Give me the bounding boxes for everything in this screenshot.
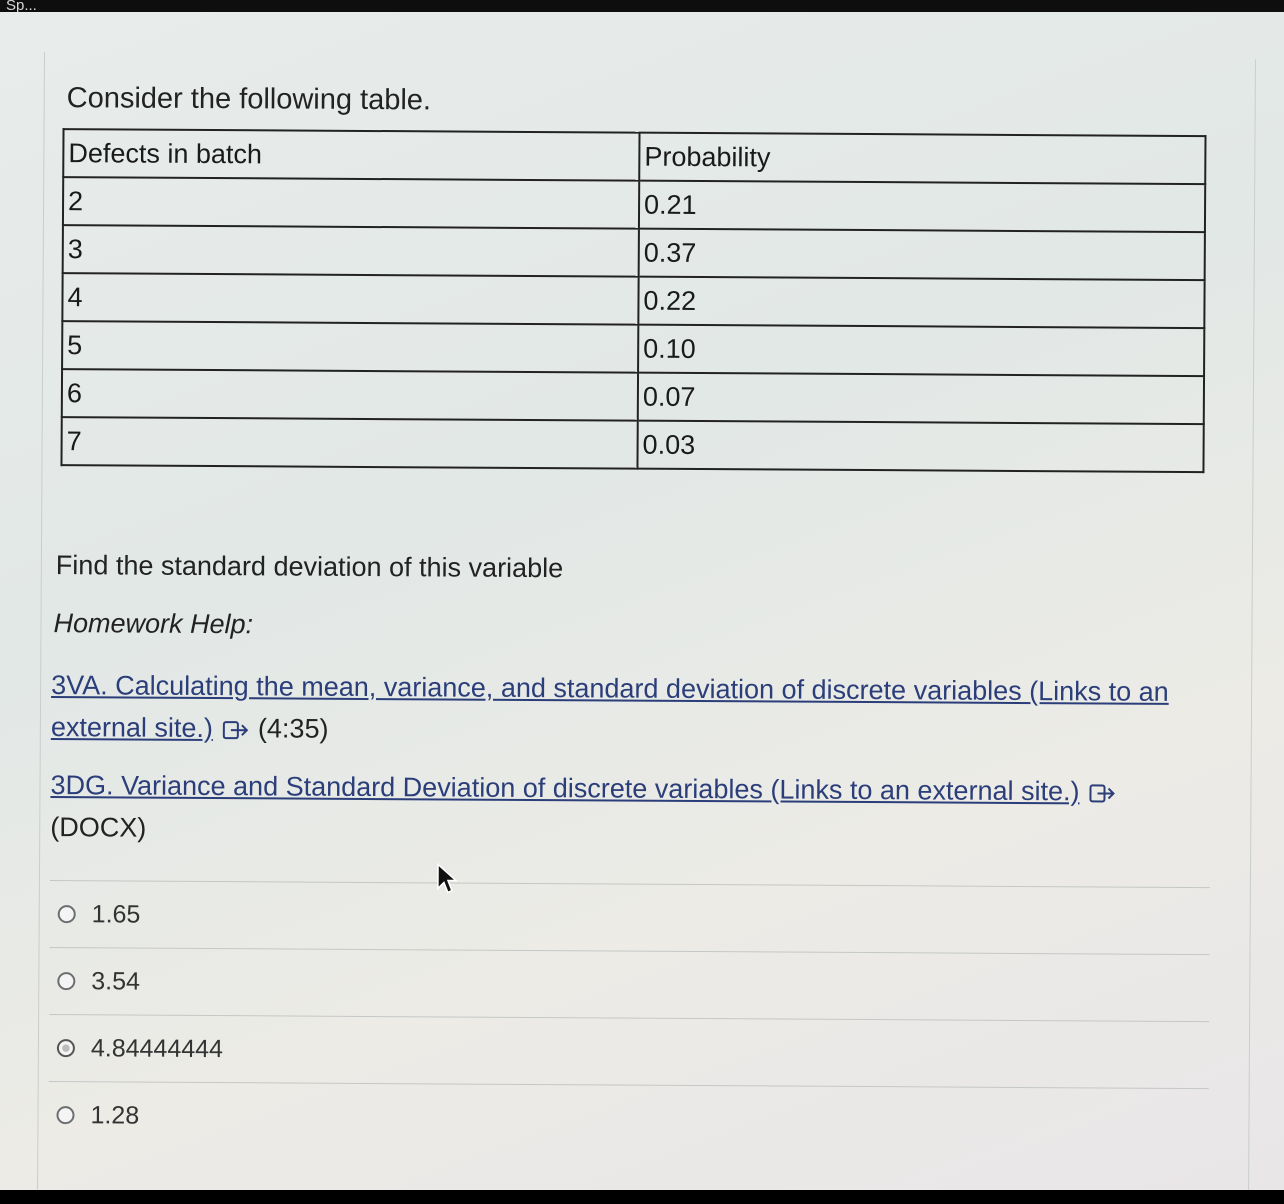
question-prompt: Find the standard deviation of this variable (55, 550, 564, 584)
answer-option[interactable] (50, 880, 1210, 954)
answer-option[interactable] (49, 947, 1209, 1021)
answer-label: 1.28 (90, 1100, 140, 1130)
help-link-format: (DOCX) (50, 812, 147, 843)
table-cell: 4 (62, 273, 638, 325)
table-header: Probability (639, 133, 1205, 184)
table-row (62, 369, 1204, 424)
table-header: Defects in batch (63, 129, 639, 181)
table-cell: 6 (62, 369, 638, 421)
table-row (61, 417, 1203, 472)
browser-tab[interactable] (0, 0, 1284, 12)
radio-button[interactable] (56, 1106, 74, 1124)
table-cell: 0.21 (639, 181, 1205, 232)
help-link-block (51, 664, 1211, 755)
answer-label: 3.54 (91, 966, 141, 996)
screen (0, 12, 1284, 1190)
table-cell: 0.37 (639, 229, 1205, 280)
table-row (63, 177, 1205, 232)
answer-label: 4.84444444 (90, 1033, 224, 1063)
table-cell: 2 (63, 177, 639, 229)
table-cell: 0.10 (638, 325, 1204, 376)
answer-option[interactable] (48, 1081, 1208, 1155)
external-link-icon (220, 719, 250, 741)
radio-button[interactable] (58, 905, 76, 923)
table-row (62, 273, 1204, 328)
help-link-duration: (4:35) (257, 713, 329, 744)
help-link-block (50, 764, 1210, 855)
table-cell: 0.03 (637, 421, 1203, 472)
radio-button[interactable] (57, 1039, 75, 1057)
help-link-video[interactable]: 3VA. Calculating the mean, variance, and standard deviation of discrete variables (Links to an external site.) (50, 670, 1169, 744)
table-row (62, 321, 1204, 376)
radio-button[interactable] (57, 972, 75, 990)
probability-table (60, 128, 1206, 473)
homework-help-label: Homework Help: (53, 608, 254, 640)
help-link-document[interactable]: 3DG. Variance and Standard Deviation of discrete variables (Links to an external site.) (50, 770, 1080, 807)
table-cell: 7 (61, 417, 637, 469)
question-intro: Consider the following table. (66, 82, 432, 117)
table-row (63, 225, 1205, 280)
mouse-cursor-icon (436, 862, 460, 894)
answer-label: 1.65 (91, 899, 141, 929)
tab-title: Sp... (6, 0, 37, 12)
quiz-question-panel (37, 52, 1256, 1190)
answer-options (48, 880, 1210, 1155)
answer-option[interactable] (49, 1014, 1209, 1088)
table-cell: 3 (63, 225, 639, 277)
table-header-row (63, 129, 1205, 184)
table-cell: 5 (62, 321, 638, 373)
table-cell: 0.07 (638, 373, 1204, 424)
external-link-icon (1087, 782, 1117, 804)
table-cell: 0.22 (638, 277, 1204, 328)
